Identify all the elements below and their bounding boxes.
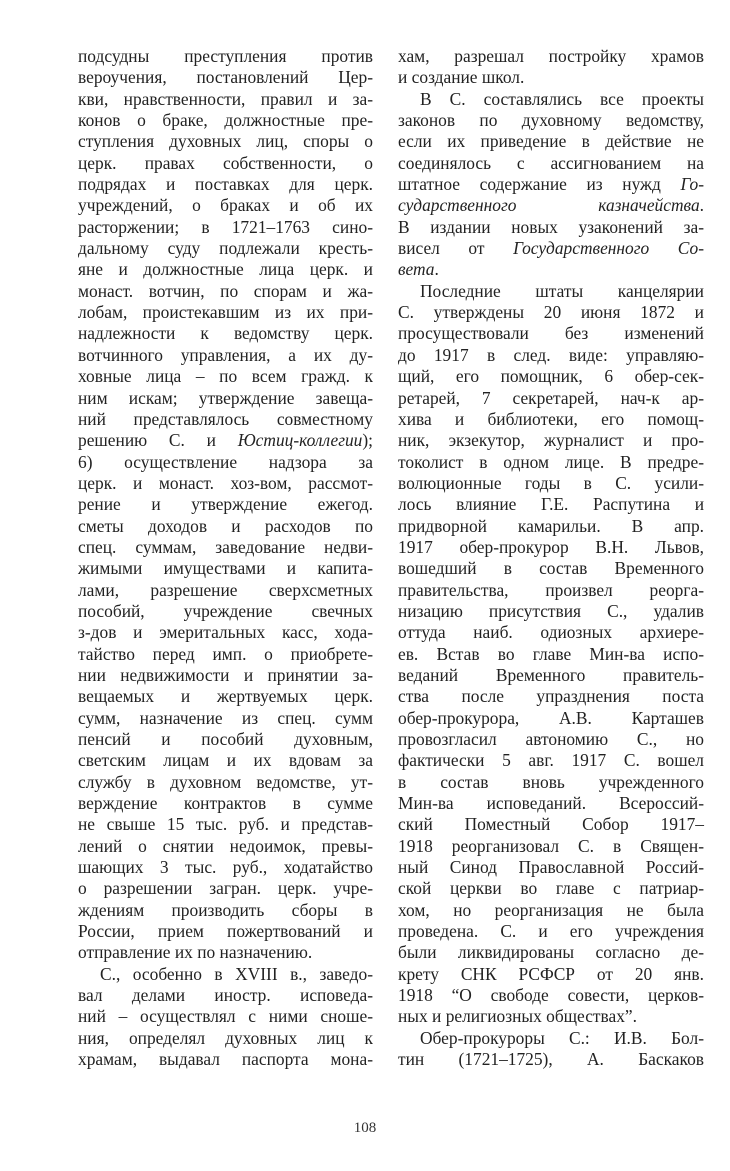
text-run: В С. составлялись все проекты <box>420 88 704 109</box>
paragraph-first-line <box>78 964 373 985</box>
text-line <box>78 814 373 835</box>
text-run: 1917 обер-прокурор В.Н. Львов, <box>398 536 704 557</box>
text-line <box>78 516 373 537</box>
text-run: подсудны преступления против <box>78 46 373 66</box>
text-run: ник, экзекутор, журналист и про- <box>398 430 704 451</box>
text-run: 1918 “О свободе совести, церков- <box>398 985 704 1006</box>
text-line <box>78 1049 373 1070</box>
text-run: надлежности к ведомству церк. <box>78 323 373 344</box>
text-run: церк. правах собственности, о <box>78 152 373 173</box>
text-line <box>78 558 373 579</box>
text-run: фактически 5 авг. 1917 С. вошел <box>398 750 704 771</box>
text-run: волюционные годы в С. усили- <box>398 472 704 493</box>
text-run: тайство перед имп. о приобрете- <box>78 643 373 664</box>
text-column-right <box>398 46 704 1071</box>
text-run: пенсий и пособий духовным, <box>78 729 373 749</box>
text-run: соединялось с ассигнованием на <box>398 152 704 173</box>
text-line <box>78 836 373 857</box>
text-run: веданий Временного правитель- <box>398 664 704 685</box>
text-line <box>398 110 704 131</box>
text-line <box>398 131 704 152</box>
text-line <box>398 366 704 387</box>
text-run: Мин-ва исповеданий. Всероссий- <box>398 793 704 814</box>
text-line <box>398 708 704 729</box>
text-run: 6) осуществление надзора за <box>78 451 373 472</box>
text-run: придворной камарильи. В апр. <box>398 515 704 536</box>
text-line <box>78 921 373 942</box>
text-line <box>78 281 373 302</box>
text-run: . <box>699 195 704 216</box>
text-line <box>78 238 373 259</box>
text-run: С., особенно в XVIII в., заведо- <box>100 963 373 984</box>
text-run: храмам, выдавал паспорта мона- <box>78 1049 373 1070</box>
text-run: решению С. и <box>78 430 238 451</box>
italic-reference: Го- <box>680 174 704 195</box>
text-run: просуществовали без изменений <box>398 323 704 344</box>
text-line <box>398 985 704 1006</box>
text-run: ской церкви во главе с патриар- <box>398 878 704 899</box>
text-run: вещаемых и жертвуемых церк. <box>78 686 373 707</box>
text-line <box>78 942 373 963</box>
text-run: обер-прокурора, А.В. Карташев <box>398 707 704 728</box>
text-line <box>78 857 373 878</box>
text-run: ); <box>362 430 373 451</box>
text-line <box>78 708 373 729</box>
text-run: если их приведение в действие не <box>398 131 704 152</box>
text-run: сумм, назначение из спец. сумм <box>78 707 373 728</box>
text-run: вероучения, постановлений Цер- <box>78 67 373 88</box>
text-run: з-дов и эмеритальных касс, хода- <box>78 622 373 643</box>
italic-reference: сударственного казначейства <box>398 195 700 216</box>
text-line <box>78 601 373 622</box>
text-line <box>398 644 704 665</box>
text-line <box>78 430 373 451</box>
text-line <box>398 580 704 601</box>
text-run: лами, разрешение сверхсметных <box>78 579 373 600</box>
text-line <box>398 750 704 771</box>
text-line <box>398 537 704 558</box>
text-run: провозгласил автономию С., но <box>398 729 704 749</box>
text-run: вал делами иностр. исповеда- <box>78 985 373 1006</box>
text-run: лобам, проистекавшим из их при- <box>78 302 373 323</box>
text-run: верждение контрактов в сумме <box>78 793 373 814</box>
text-run: штатное содержание из нужд <box>398 174 681 195</box>
text-line <box>398 1049 704 1070</box>
text-run: жимыми имуществами и капита- <box>78 558 373 579</box>
text-line <box>398 900 704 921</box>
text-run: ных и религиозных обществах”. <box>398 1006 637 1027</box>
text-run: рение и утверждение ежегод. <box>78 494 373 515</box>
text-line <box>78 622 373 643</box>
text-line <box>78 409 373 430</box>
text-line <box>78 878 373 899</box>
text-line <box>398 793 704 814</box>
text-run: были ликвидированы согласно де- <box>398 942 704 963</box>
text-line <box>78 323 373 344</box>
text-line <box>398 238 704 259</box>
text-run: низацию присутствия С., удалив <box>398 600 704 621</box>
text-line <box>398 259 704 280</box>
text-line <box>78 345 373 366</box>
text-run: о разрешении загран. церк. учре- <box>78 878 373 899</box>
text-run: яне и должностные лица церк. и <box>78 259 373 280</box>
text-line <box>398 836 704 857</box>
text-line <box>78 644 373 665</box>
text-run: ним искам; утверждение завеща- <box>78 387 373 408</box>
text-line <box>398 878 704 899</box>
text-run: подрядах и поставках для церк. <box>78 174 373 195</box>
text-line <box>78 366 373 387</box>
text-run: ретарей, 7 секретарей, нач-к ар- <box>398 387 704 408</box>
text-line <box>398 473 704 494</box>
text-run: монаст. вотчин, по спорам и жа- <box>78 280 373 301</box>
text-line <box>398 494 704 515</box>
text-run: хива и библиотеки, его помощ- <box>398 408 704 429</box>
text-line <box>78 1028 373 1049</box>
text-line <box>78 452 373 473</box>
text-run: кви, нравственности, правил и за- <box>78 88 373 109</box>
text-line <box>398 686 704 707</box>
text-run: вошедший в состав Временного <box>398 558 704 579</box>
text-line <box>78 195 373 216</box>
text-run: службу в духовном ведомстве, ут- <box>78 771 373 792</box>
text-run: ний представлялось совместному <box>78 408 373 429</box>
text-line <box>78 473 373 494</box>
text-line <box>78 259 373 280</box>
text-run: ский Поместный Собор 1917– <box>398 814 704 835</box>
text-run: не свыше 15 тыс. руб. и представ- <box>78 814 373 835</box>
text-run: хам, разрешал постройку храмов <box>398 46 704 66</box>
text-line <box>398 409 704 430</box>
text-line <box>398 452 704 473</box>
text-line <box>78 900 373 921</box>
text-run: ния, определял духовных лиц к <box>78 1027 373 1048</box>
text-run: крету СНК РСФСР от 20 янв. <box>398 963 704 984</box>
text-line <box>78 750 373 771</box>
text-run: хом, но реорганизация не была <box>398 899 704 920</box>
text-run: сметы доходов и расходов по <box>78 515 373 536</box>
text-line <box>398 345 704 366</box>
text-line <box>78 772 373 793</box>
text-line <box>398 814 704 835</box>
text-run: ев. Встав во главе Мин-ва испо- <box>398 643 704 664</box>
text-run: расторжении; в 1721–1763 сино- <box>78 216 373 237</box>
text-run: нии недвижимости и принятии за- <box>78 664 373 685</box>
text-line <box>78 131 373 152</box>
text-line <box>398 558 704 579</box>
text-line <box>398 729 704 750</box>
text-run: правительства, произвел реорга- <box>398 579 704 600</box>
text-run: ства после упразднения поста <box>398 686 704 707</box>
text-line <box>398 430 704 451</box>
text-line <box>78 793 373 814</box>
page-number: 108 <box>353 1120 377 1136</box>
text-line <box>398 1006 704 1027</box>
italic-reference: Государственного Со- <box>513 238 705 259</box>
text-line <box>78 302 373 323</box>
text-line <box>398 921 704 942</box>
text-run: Последние штаты канцелярии <box>420 280 704 301</box>
text-line <box>398 46 704 67</box>
text-line <box>398 772 704 793</box>
text-run: учреждений, о браках и об их <box>78 195 373 216</box>
text-run: светским лицам и их вдовам за <box>78 750 373 771</box>
text-line <box>78 89 373 110</box>
text-line <box>78 665 373 686</box>
italic-reference: вета <box>398 259 435 280</box>
text-run: конов о браке, должностные пре- <box>78 110 373 131</box>
italic-reference: Юстиц-коллегии <box>237 430 363 451</box>
text-line <box>78 217 373 238</box>
text-line <box>78 1006 373 1027</box>
text-run: . <box>434 259 439 280</box>
text-run: и создание школ. <box>398 67 525 88</box>
text-run: дальному суду подлежали кресть- <box>78 238 373 259</box>
text-line <box>398 516 704 537</box>
text-run: С. утверждены 20 июня 1872 и <box>398 302 704 323</box>
text-run: ховные лица – по всем гражд. к <box>78 366 373 387</box>
text-line <box>398 67 704 88</box>
text-column-left <box>78 46 373 1071</box>
text-run: ждениям производить сборы в <box>78 899 373 920</box>
text-run: ный Синод Православной Россий- <box>398 857 704 878</box>
text-line <box>78 580 373 601</box>
text-line <box>398 964 704 985</box>
text-line <box>78 46 373 67</box>
text-line <box>398 195 704 216</box>
text-run: в состав вновь учрежденного <box>398 771 704 792</box>
paragraph-first-line <box>398 89 704 110</box>
text-run: пособий, учреждение свечных <box>78 600 373 621</box>
paragraph-first-line <box>398 1028 704 1049</box>
text-line <box>78 729 373 750</box>
text-line <box>78 110 373 131</box>
text-run: оттуда наиб. одиозных архиере- <box>398 622 704 643</box>
text-run: церк. и монаст. хоз-вом, рассмот- <box>78 472 373 493</box>
text-run: ний – осуществлял с ними сноше- <box>78 1006 373 1027</box>
text-line <box>78 388 373 409</box>
text-line <box>78 153 373 174</box>
text-line <box>398 217 704 238</box>
text-line <box>398 153 704 174</box>
text-run: законов по духовному ведомству, <box>398 110 704 131</box>
text-run: щий, его помощник, 6 обер-сек- <box>398 366 704 387</box>
text-line <box>398 622 704 643</box>
text-run: 1918 реорганизовал С. в Священ- <box>398 835 704 856</box>
text-line <box>398 942 704 963</box>
text-run: ступления духовных лиц, споры о <box>78 131 373 152</box>
text-line <box>398 388 704 409</box>
text-run: лений о снятии недоимок, превы- <box>78 835 373 856</box>
text-line <box>398 302 704 323</box>
text-run: России, прием пожертвований и <box>78 921 373 942</box>
text-run: В издании новых узаконений за- <box>398 216 704 237</box>
paragraph-first-line <box>398 281 704 302</box>
text-run: проведена. С. и его учреждения <box>398 921 704 942</box>
text-line <box>78 494 373 515</box>
text-run: отправление их по назначению. <box>78 942 313 963</box>
text-run: висел от <box>398 238 514 259</box>
text-run: токолист в одном лице. В предре- <box>398 451 704 472</box>
text-line <box>398 665 704 686</box>
text-line <box>78 67 373 88</box>
text-line <box>398 601 704 622</box>
text-run: до 1917 в след. виде: управляю- <box>398 344 704 365</box>
text-line <box>398 857 704 878</box>
text-line <box>78 174 373 195</box>
text-run: спец. суммам, заведование недви- <box>78 536 373 557</box>
text-line <box>78 686 373 707</box>
text-run: вотчинного управления, а их ду- <box>78 344 373 365</box>
text-run: шающих 3 тыс. руб., ходатайство <box>78 857 373 878</box>
text-run: тин (1721–1725), А. Баскаков <box>398 1049 704 1070</box>
text-line <box>78 985 373 1006</box>
text-line <box>398 174 704 195</box>
text-run: Обер-прокуроры С.: И.В. Бол- <box>420 1027 704 1048</box>
text-line <box>398 323 704 344</box>
text-line <box>78 537 373 558</box>
text-run: лось влияние Г.Е. Распутина и <box>398 494 704 515</box>
